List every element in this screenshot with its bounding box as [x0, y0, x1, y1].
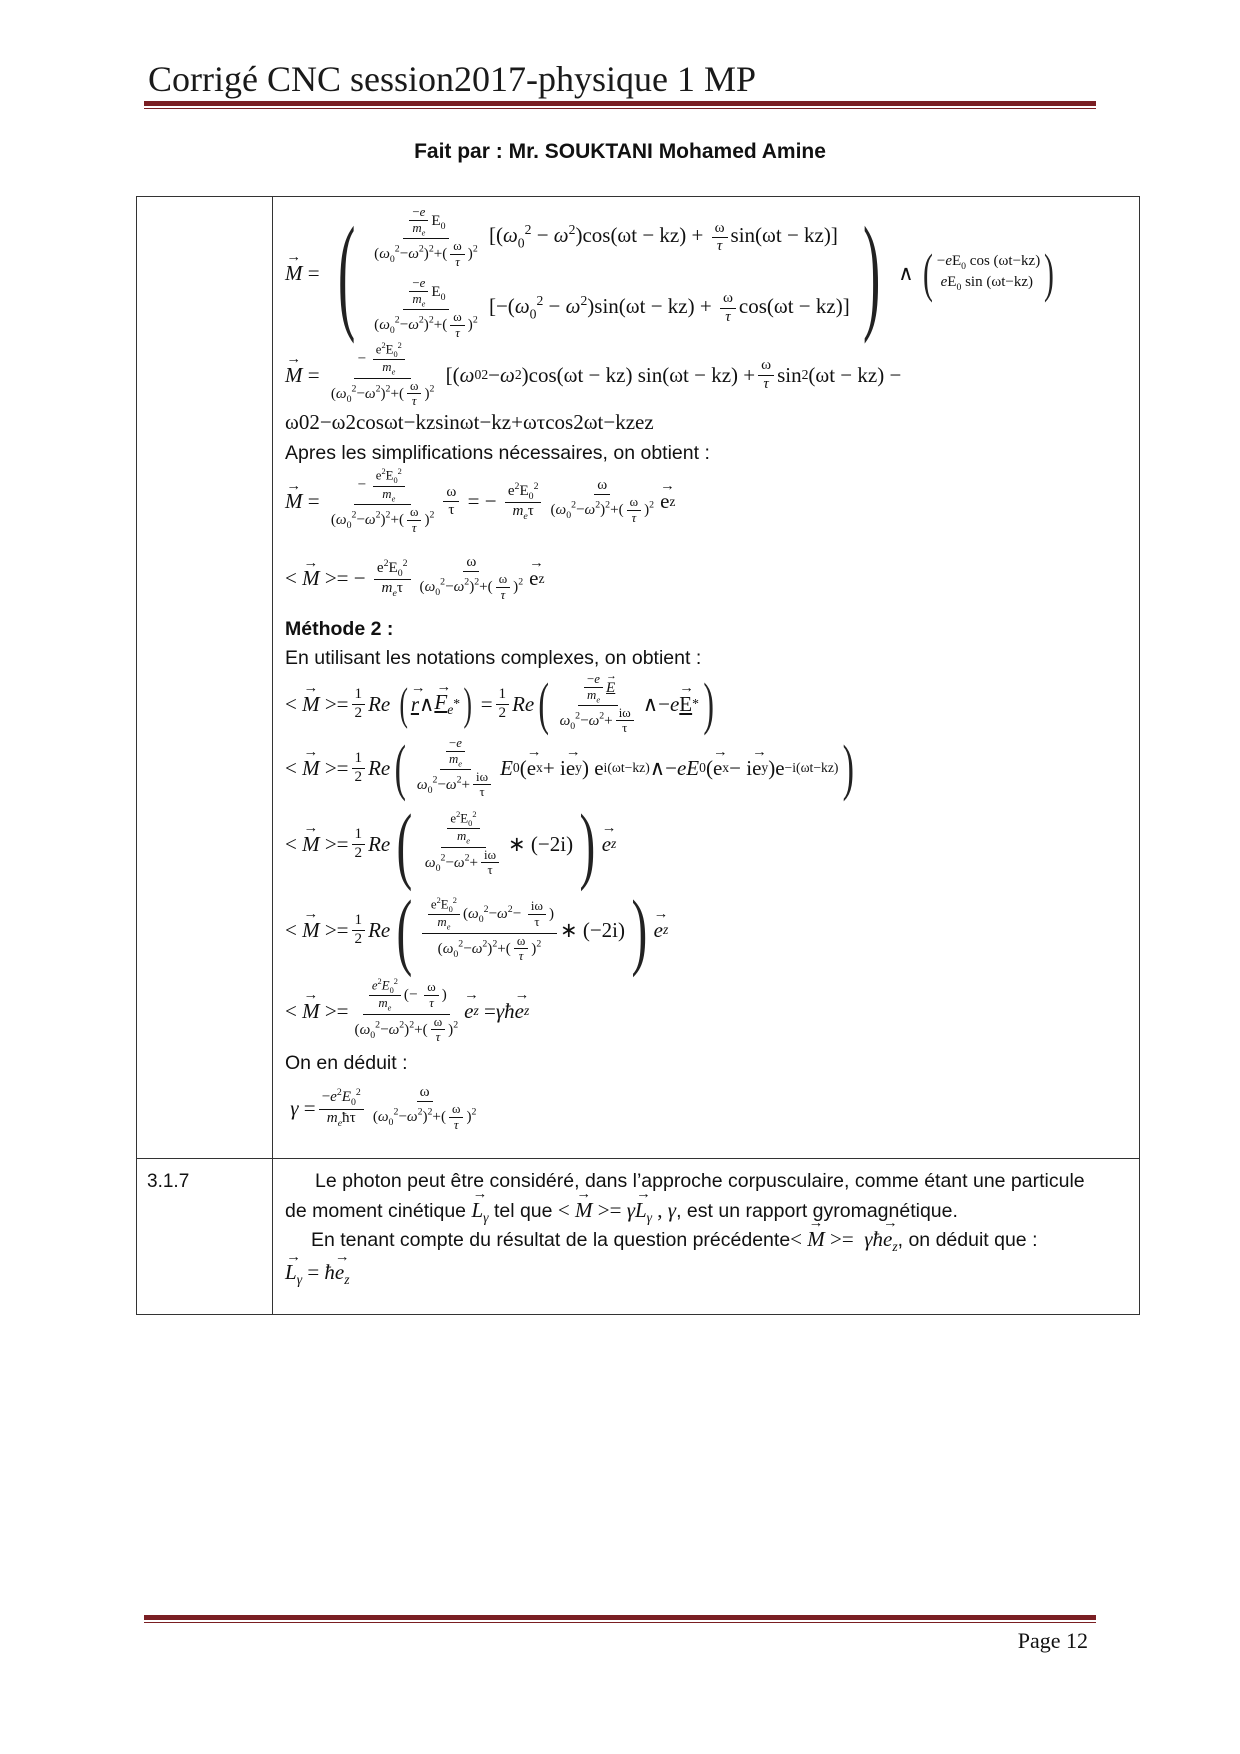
simplification-text: Apres les simplifications nécessaires, on obtient :: [285, 442, 710, 465]
equation-mean-m-gamma: < → M >= $\frac{e^2E_0^2}{m_e}$ (− $\frac{\omega}{\tau}$ ) $(\omega_0^2-\omega^2)^2+$( $\frac{\omega}{\tau}$ )$^2$ → e z = γħ → e z: [285, 973, 1127, 1049]
table-row: [137, 197, 1140, 1159]
complex-notation-text: En utilisant les notations complexes, on obtient :: [285, 646, 702, 669]
author-line: Fait par : Mr. SOUKTANI Mohamed Amine: [414, 140, 826, 163]
question-number: 3.1.7: [137, 1159, 273, 1315]
deduce-text: , on déduit que :: [897, 1228, 1038, 1251]
header-rule: [144, 101, 1096, 109]
equation-m-expanded: → M = − $\frac{e^2E_0^2}{m_e}$ $(\omega_0^2-\omega^2)^2+$( $\frac{\omega}{\tau}$ )$^2$ [( ω 0 2 − ω 2 )cos(ωt − kz) sin(ωt − kz) + $\frac{\omega}{\tau}$ sin 2 (ωt − kz) −: [285, 343, 1127, 407]
equation-complex-1: < → M >= $\frac{1}{2}$ Re ( → r ∧ → $F_e$ * ) = $\frac{1}{2}$ Re ( $\frac{-e}{m_e}$ → E $\omega_0^2-\omega^2+$ $\frac{i\omega}{\tau}$ ∧− e → E * ): [285, 673, 1127, 735]
deduction-text: On en déduit :: [285, 1052, 408, 1074]
equation-m-cross-product: → M = ( $\frac{-e}{m_e}$ $E_0$ $(\omega_0^2-\omega^2)^2+$( $\frac{\omega}{\tau}$ )$^2$ [$(\omega_0^2 - \omega^2)\cos(\omega t - kz)$ + $\frac{\omega}{\tau}$ sin(ωt − kz)] $\frac{-e}{m_e}$ $E_0$ $(\omega_0^2-\omega^2)^2+$( $\frac{\omega}{\tau}$ )$^2$ [$-(\omega_0^2 - \omega^2)\sin(\omega t - kz)$ + $\frac{\omega}{\tau}$ cos(ωt − kz)] ) ∧ ( $-eE_0$ cos (ωt−kz) $eE_0$ sin (ωt−kz) ): [285, 203, 1127, 343]
page-number: Page 12: [1017, 1628, 1088, 1653]
equation-complex-4: < → M >= $\frac{1}{2}$ Re ( $\frac{e^2E_0^2}{m_e}$ ($\omega_0^2-\omega^2-$ $\frac{i\omega}{\tau}$ ) $(\omega_0^2-\omega^2)^2+$( $\frac{\omega}{\tau}$ )$^2$ ∗ (−2i) ) → e z: [285, 887, 1127, 973]
footer-rule: [144, 1615, 1096, 1623]
equation-complex-2: < → M >= $\frac{1}{2}$ Re ( $\frac{-e}{m_e}$ $\omega_0^2-\omega^2+$ $\frac{i\omega}{\tau}$ E 0 ( → e x + i → e y ) e i(ωt−kz) ∧− eE 0 ( → e x − i → e y )e −i(ωt−kz) ): [285, 735, 1127, 801]
photon-paragraph-line1: Le photon peut être considéré, dans l’approche corpusculaire, comme étant une particule: [315, 1170, 1085, 1193]
method-2-heading: Méthode 2 :: [285, 617, 394, 640]
equation-garbled-line: ω02−ω2cosωt−kzsinωt−kz+ωτcos2ωt−kzez: [285, 410, 654, 434]
equation-m-simplified: → M = − $\frac{e^2E_0^2}{m_e}$ $(\omega_0^2-\omega^2)^2+$( $\frac{\omega}{\tau}$ )$^2$ $\frac{\omega}{\tau}$ = − $\frac{e^2E_0^2}{m_e\tau}$ ω $(\omega_0^2-\omega^2)^2+$( $\frac{\omega}{\tau}$ )$^2$ → e z: [285, 469, 1127, 535]
question-number: [137, 197, 273, 1159]
answer-content: [273, 1159, 1140, 1315]
answer-content: [273, 197, 1140, 1159]
tel-que-text: tel que: [493, 1199, 553, 1222]
answer-table: [136, 196, 1140, 1315]
gyromagnetic-text: , est un rapport gyromagnétique.: [676, 1199, 958, 1222]
photon-paragraph-line2: de moment cinétique → $L_\gamma$ tel que < → $M >= \gamma\to L_\gamma$ , γ, est un rapport gyromagnétique.: [285, 1197, 1127, 1226]
equation-l-gamma: → $L_\gamma$ = ħ→ $e_z$: [285, 1259, 1127, 1288]
previous-result-text: En tenant compte du résultat de la question précédente: [311, 1228, 791, 1251]
page-header-title: Corrigé CNC session2017-physique 1 MP: [148, 59, 757, 99]
equation-gamma: γ = $\frac{-e^2E_0^2}{m_eħ\tau}$ ω $(\omega_0^2-\omega^2)^2+$( $\frac{\omega}{\tau}$ )$^2$: [290, 1083, 477, 1132]
equation-mean-m: < → M >= − $\frac{e^2E_0^2}{m_e\tau}$ ω $(\omega_0^2-\omega^2)^2+$( $\frac{\omega}{\tau}$ )$^2$ → e z: [285, 543, 1127, 615]
photon-paragraph-line3: En tenant compte du résultat de la question précédente< → M >= γħ→ $e_z$, on déduit que :: [285, 1226, 1127, 1255]
moment-text: de moment cinétique: [285, 1199, 467, 1222]
table-row: [137, 1159, 1140, 1315]
equation-complex-3: < → M >= $\frac{1}{2}$ Re ( $\frac{e^2E_0^2}{m_e}$ $\omega_0^2-\omega^2+$ $\frac{i\omega}{\tau}$ ∗ (−2i) ) → e z: [285, 801, 1127, 887]
